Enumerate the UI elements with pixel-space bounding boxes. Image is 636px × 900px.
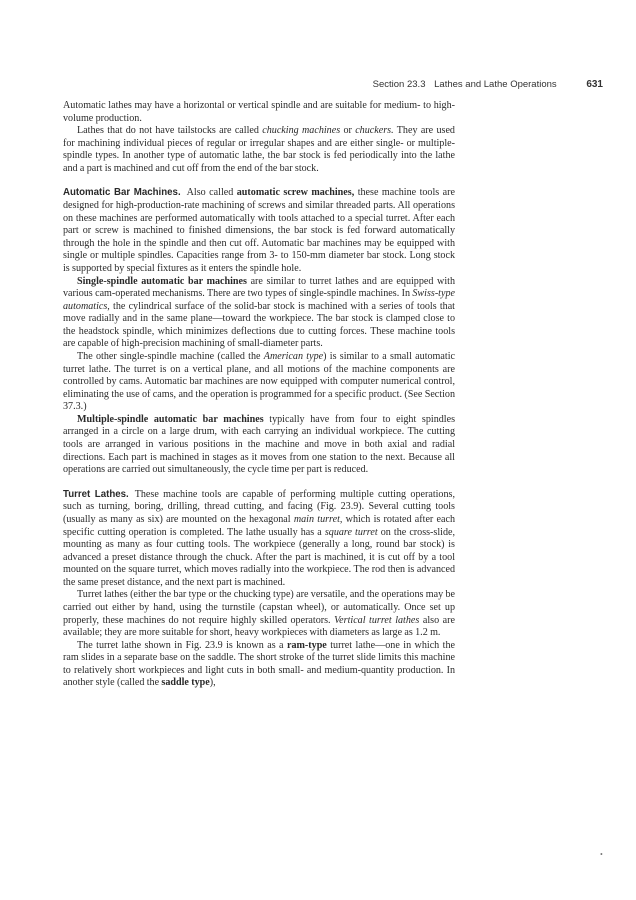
term-chucking-machines: chucking machines <box>262 125 341 137</box>
term-chuckers: chuckers. <box>355 125 394 137</box>
term-square-turret: square turret <box>324 526 378 538</box>
paragraph-chucking-machines: Lathes that do not have tailstocks are called chucking machines or chuckers. They are used for machining individual pieces of regular or irregular shapes and are either single- or multiple-spindle types. In another type of automatic lathe, the bar stock is fed periodically into the lathe and a part is machined and cut off from the end of the bar stock. <box>63 125 455 174</box>
running-head-title: Lathes and Lathe Operations <box>434 79 557 90</box>
paragraph-multiple-spindle: Multiple-spindle automatic bar machines typically have from four to eight spindles arranged in a circle on a large drum, with each carrying an individual workpiece. The cutting tools are arranged in various positions in the machine and move in both axial and radial directions. Each part is machined in stages as it moves from one station to the next. Because all operations are carried out simultaneously, the cycle time per part is reduced. <box>63 413 455 476</box>
paragraph-automatic-bar-machines: Automatic Bar Machines. Also called automatic screw machines, these machine tools are designed for high-production-rate machining of screws and similar threaded parts. All operations on these machines are performed automatically with tools attached to a special turret. After each part or screw is machined to finished dimensions, the bar stock is fed forward automatically through the hole in the spindle and then cut off. Automatic bar machines may be equipped with single or multiple spindles. Capacities range from 3- to 150-mm diameter bar stock. Long stock is supported by special fixtures as it enters the spindle hole. <box>63 187 455 274</box>
term-american-type: American type <box>263 350 324 362</box>
heading-turret-lathes: Turret Lathes. <box>63 488 129 500</box>
paragraph-automatic-lathes: Automatic lathes may have a horizontal or vertical spindle and are suitable for medium- to high-volume production. <box>63 100 455 124</box>
term-saddle-type: saddle type <box>161 677 210 689</box>
paragraph-turret-versatility: Turret lathes (either the bar type or the chucking type) are versatile, and the operations may be carried out either by hand, using the turnstile (capstan wheel), or automatically. Once set up properly, these machines do not require highly skilled operators. Vertical turret lathes also are available; they are more suitable for short, heavy workpieces with diameters as large as 1.2 m. <box>63 589 455 639</box>
heading-automatic-bar-machines: Automatic Bar Machines. <box>63 187 181 199</box>
paragraph-ram-type: The turret lathe shown in Fig. 23.9 is known as a ram-type turret lathe—one in which the ram slides in a separate base on the saddle. The short stroke of the turret slide limits this machine to relatively short workpieces and light cuts in both small- and medium-quantity production. In another style (called the saddle type), <box>63 639 455 689</box>
term-main-turret: main turret, <box>293 513 343 525</box>
paragraph-turret-lathes: Turret Lathes. These machine tools are capable of performing multiple cutting operations, such as turning, boring, drilling, thread cutting, and facing (Fig. 23.9). Several cutting tools (usually as many as six) are mounted on the hexagonal main turret, which is rotated after each specific cutting operation is completed. The lathe usually has a square turret on the cross-slide, mounting as many as four cutting tools. The workpiece (generally a long, round bar stock) is advanced a preset distance through the chuck. After the part is machined, it is cut off by a tool mounted on the square turret, which moves radially into the workpiece. The rod then is advanced the same preset distance, and the next part is machined. <box>63 488 456 588</box>
section-number: Section 23.3 <box>372 79 426 90</box>
term-automatic-screw-machines: automatic screw machines, <box>236 187 355 199</box>
term-multiple-spindle-machines: Multiple-spindle automatic bar machines <box>77 413 264 425</box>
term-ram-type: ram-type <box>286 639 327 651</box>
term-swiss-type: Swiss-type automatics, <box>63 288 455 312</box>
margin-mark: • <box>600 850 603 859</box>
page-number: 631 <box>586 79 603 90</box>
running-header <box>0 79 603 90</box>
paragraph-single-spindle: Single-spindle automatic bar machines are similar to turret lathes and are equipped with various cam-operated mechanisms. There are two types of single-spindle machines. In Swiss-type automatics, the cylindrical surface of the solid-bar stock is machined with a series of tools that move radially and in the same plane—toward the workpiece. The bar stock is clamped close to the headstock spindle, which minimizes deflections due to cutting forces. These machine tools are capable of high-precision machining of small-diameter parts. <box>63 275 455 350</box>
term-single-spindle-machines: Single-spindle automatic bar machines <box>77 275 247 287</box>
paragraph-american-type: The other single-spindle machine (called the American type) is similar to a small automatic turret lathe. The turret is on a vertical plane, and all motions of the machine components are controlled by cams. Automatic bar machines are now equipped with computer numerical control, eliminating the use of cams, and the operation is programmed for a specific product. (See Section 37.3.) <box>63 350 455 413</box>
term-vertical-turret-lathes: Vertical turret lathes <box>334 614 420 626</box>
body-text <box>63 100 455 690</box>
